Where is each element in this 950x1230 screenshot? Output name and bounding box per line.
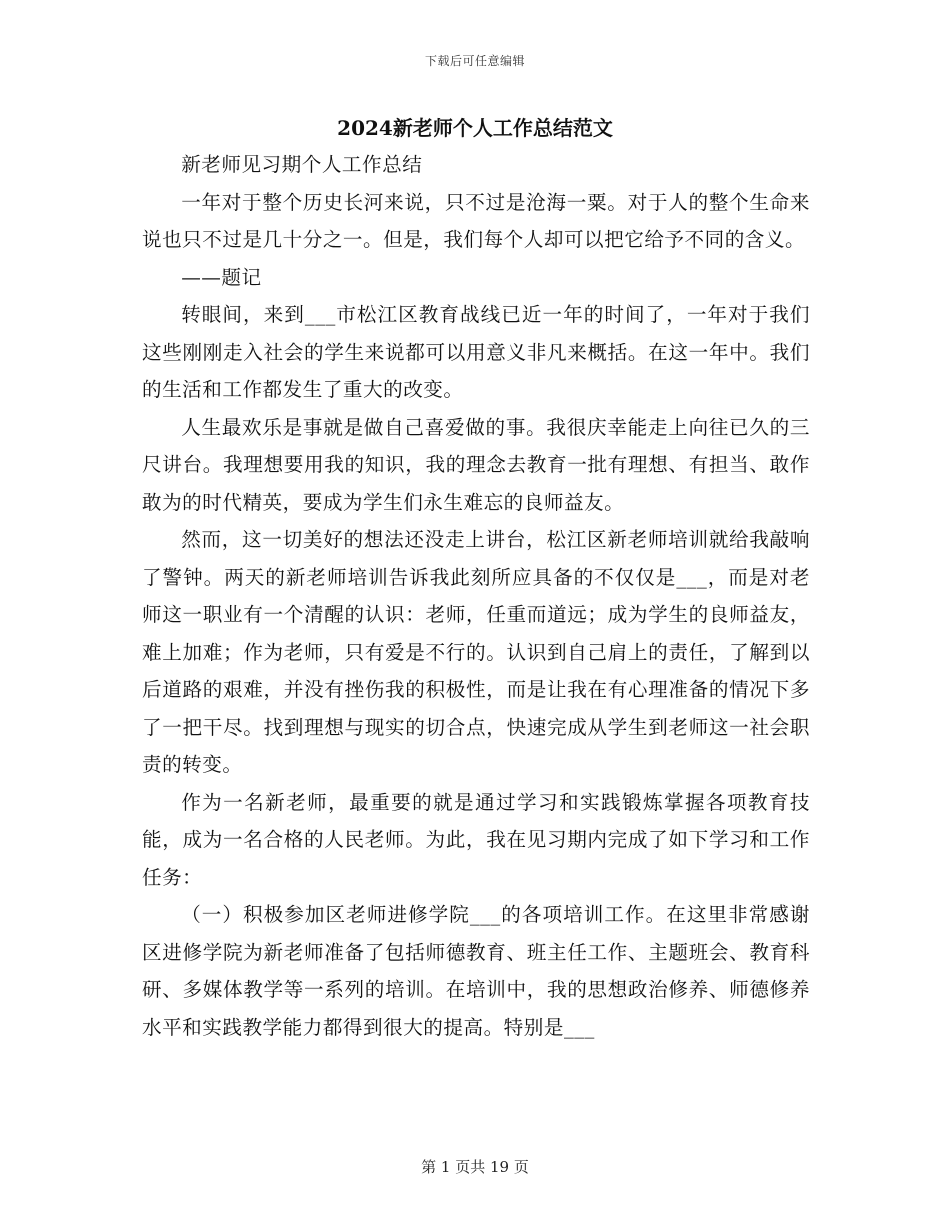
page-number: 第 1 页共 19 页	[421, 1158, 529, 1176]
paragraph-epigraph: 一年对于整个历史长河来说，只不过是沧海一粟。对于人的整个生命来说也只不过是几十分之一。但是，我们每个人却可以把它给予不同的含义。	[142, 190, 810, 251]
document-title: 2024新老师个人工作总结范文	[337, 116, 613, 140]
paragraph-tasks-intro: 作为一名新老师，最重要的就是通过学习和实践锻炼掌握各项教育技能，成为一名合格的人民老师。为此，我在见习期内完成了如下学习和工作任务：	[142, 790, 810, 889]
paragraph-epigraph-attribution: ——题记	[181, 265, 262, 289]
paragraph-training: 然而，这一切美好的想法还没走上讲台，松江区新老师培训就给我敲响了警钟。两天的新老师培训告诉我此刻所应具备的不仅仅是___，而是对老师这一职业有一个清醒的认识：老师，任重而道远；成为学生的良师益友，难上加难；作为老师，只有爱是不行的。认识到自己肩上的责任，了解到以后道路的艰难，并没有挫伤我的积极性，而是让我在有心理准备的情况下多了一把干尽。找到理想与现实的切合点，快速完成从学生到老师这一社会职责的转变。	[142, 528, 810, 776]
paragraph-task-one: （一）积极参加区老师进修学院___的各项培训工作。在这里非常感谢区进修学院为新老师准备了包括师德教育、班主任工作、主题班会、教育科研、多媒体教学等一系列的培训。在培训中，我的思想政治修养、师德修养水平和实践教学能力都得到很大的提高。特别是___	[142, 903, 810, 1039]
paragraph-intro: 转眼间，来到___市松江区教育战线已近一年的时间了，一年对于我们这些刚刚走入社会的学生来说都可以用意义非凡来概括。在这一年中。我们的生活和工作都发生了重大的改变。	[142, 303, 810, 401]
paragraph-subtitle: 新老师见习期个人工作总结	[181, 153, 423, 176]
paragraph-aspiration: 人生最欢乐是事就是做自己喜爱做的事。我很庆幸能走上向往已久的三尺讲台。我理想要用我的知识，我的理念去教育一批有理想、有担当、敢作敢为的时代精英，要成为学生们永生难忘的良师益友。	[142, 415, 810, 514]
page-header-note: 下载后可任意编辑	[424, 54, 525, 68]
document-body	[142, 146, 810, 1046]
